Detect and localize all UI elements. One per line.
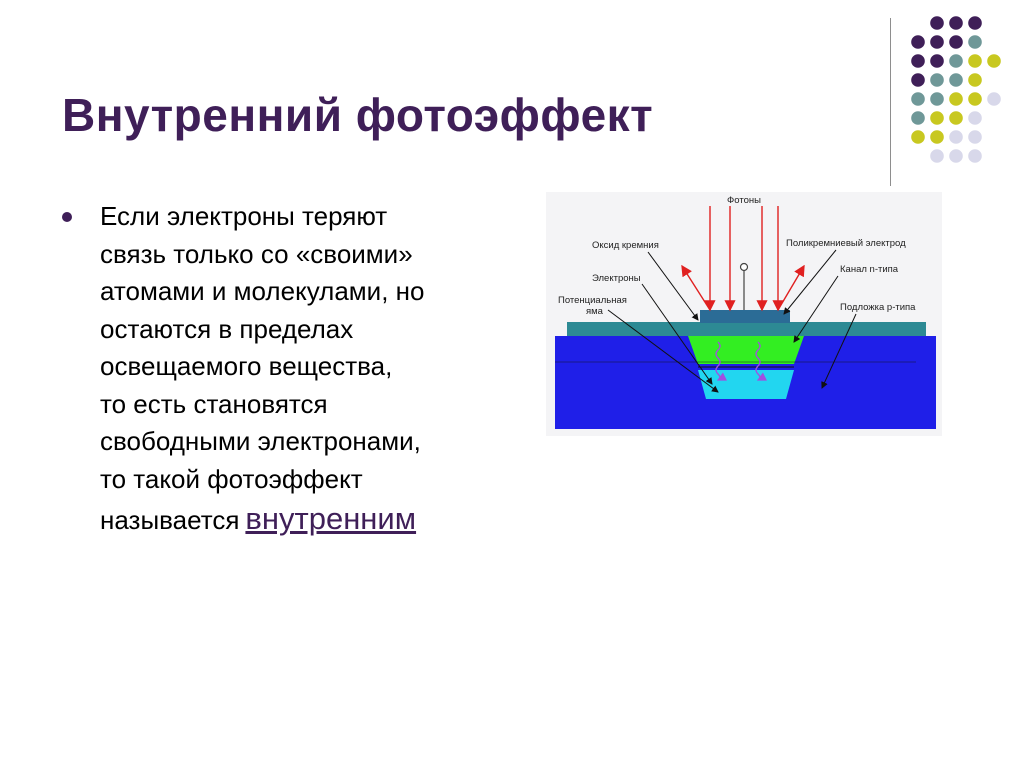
decorative-dot <box>911 111 925 125</box>
decorative-dot <box>949 92 963 106</box>
label-photons: Фотоны <box>727 195 761 206</box>
paragraph-line: остаются в пределах <box>100 313 354 344</box>
decorative-dot <box>930 35 944 49</box>
decorative-dot <box>911 35 925 49</box>
label-polysilicon-electrode: Поликремниевый электрод <box>786 238 906 249</box>
electrode-contact <box>741 264 748 271</box>
bullet-paragraph <box>100 198 520 540</box>
decorative-dot <box>968 35 982 49</box>
label-electrons: Электроны <box>592 273 641 284</box>
label-potential-well: Потенциальная <box>558 295 627 306</box>
decorative-dot <box>968 92 982 106</box>
paragraph-line: Если электроны теряют <box>100 201 388 231</box>
paragraph-line: освещаемого вещества, <box>100 351 393 381</box>
polysilicon-electrode <box>700 310 790 323</box>
label-potential-well-2: яма <box>586 306 603 317</box>
paragraph-line: то такой фотоэффект <box>100 463 363 494</box>
decorative-dot <box>968 149 982 163</box>
decorative-dot <box>930 92 944 106</box>
decorative-dot <box>949 130 963 144</box>
bullet-icon <box>62 212 72 222</box>
decorative-dot <box>911 130 925 144</box>
page-title: Внутренний фотоэффект <box>62 89 654 141</box>
paragraph-line: называется <box>100 505 240 535</box>
label-p-substrate: Подложка p-типа <box>840 302 916 313</box>
decorative-dot <box>987 92 1001 106</box>
internal-link[interactable]: внутренним <box>245 501 417 536</box>
decorative-dot <box>968 130 982 144</box>
decorative-dot <box>949 54 963 68</box>
decorative-dot <box>930 54 944 68</box>
decorative-dot <box>930 111 944 125</box>
decorative-dot <box>987 54 1001 68</box>
paragraph-line-last <box>100 500 520 540</box>
decorative-dot <box>930 16 944 30</box>
decorative-dot <box>949 149 963 163</box>
decorative-dot <box>949 111 963 125</box>
potential-well <box>698 370 794 399</box>
paragraph-line: то есть становятся <box>100 388 328 419</box>
decorative-dot <box>911 73 925 87</box>
label-silicon-oxide: Оксид кремния <box>592 240 659 251</box>
label-n-channel: Канал n-типа <box>840 264 899 275</box>
decorative-dot <box>930 73 944 87</box>
ccd-diagram <box>546 192 942 436</box>
paragraph-line: свободными электронами, <box>100 426 421 456</box>
decorative-dot <box>911 54 925 68</box>
paragraph-line: связь только со «своими» <box>100 238 413 269</box>
decorative-dot <box>968 73 982 87</box>
paragraph-line: атомами и молекулами, но <box>100 276 425 306</box>
decorative-dot <box>949 35 963 49</box>
silicon-oxide-layer <box>567 322 926 336</box>
n-channel <box>688 336 804 364</box>
decorative-dot <box>968 54 982 68</box>
decorative-dot <box>949 73 963 87</box>
decorative-divider <box>890 18 891 186</box>
decorative-dot <box>968 111 982 125</box>
decorative-dot <box>911 92 925 106</box>
decorative-dot <box>968 16 982 30</box>
decorative-dot <box>930 149 944 163</box>
decorative-dot <box>949 16 963 30</box>
decorative-dot <box>930 130 944 144</box>
